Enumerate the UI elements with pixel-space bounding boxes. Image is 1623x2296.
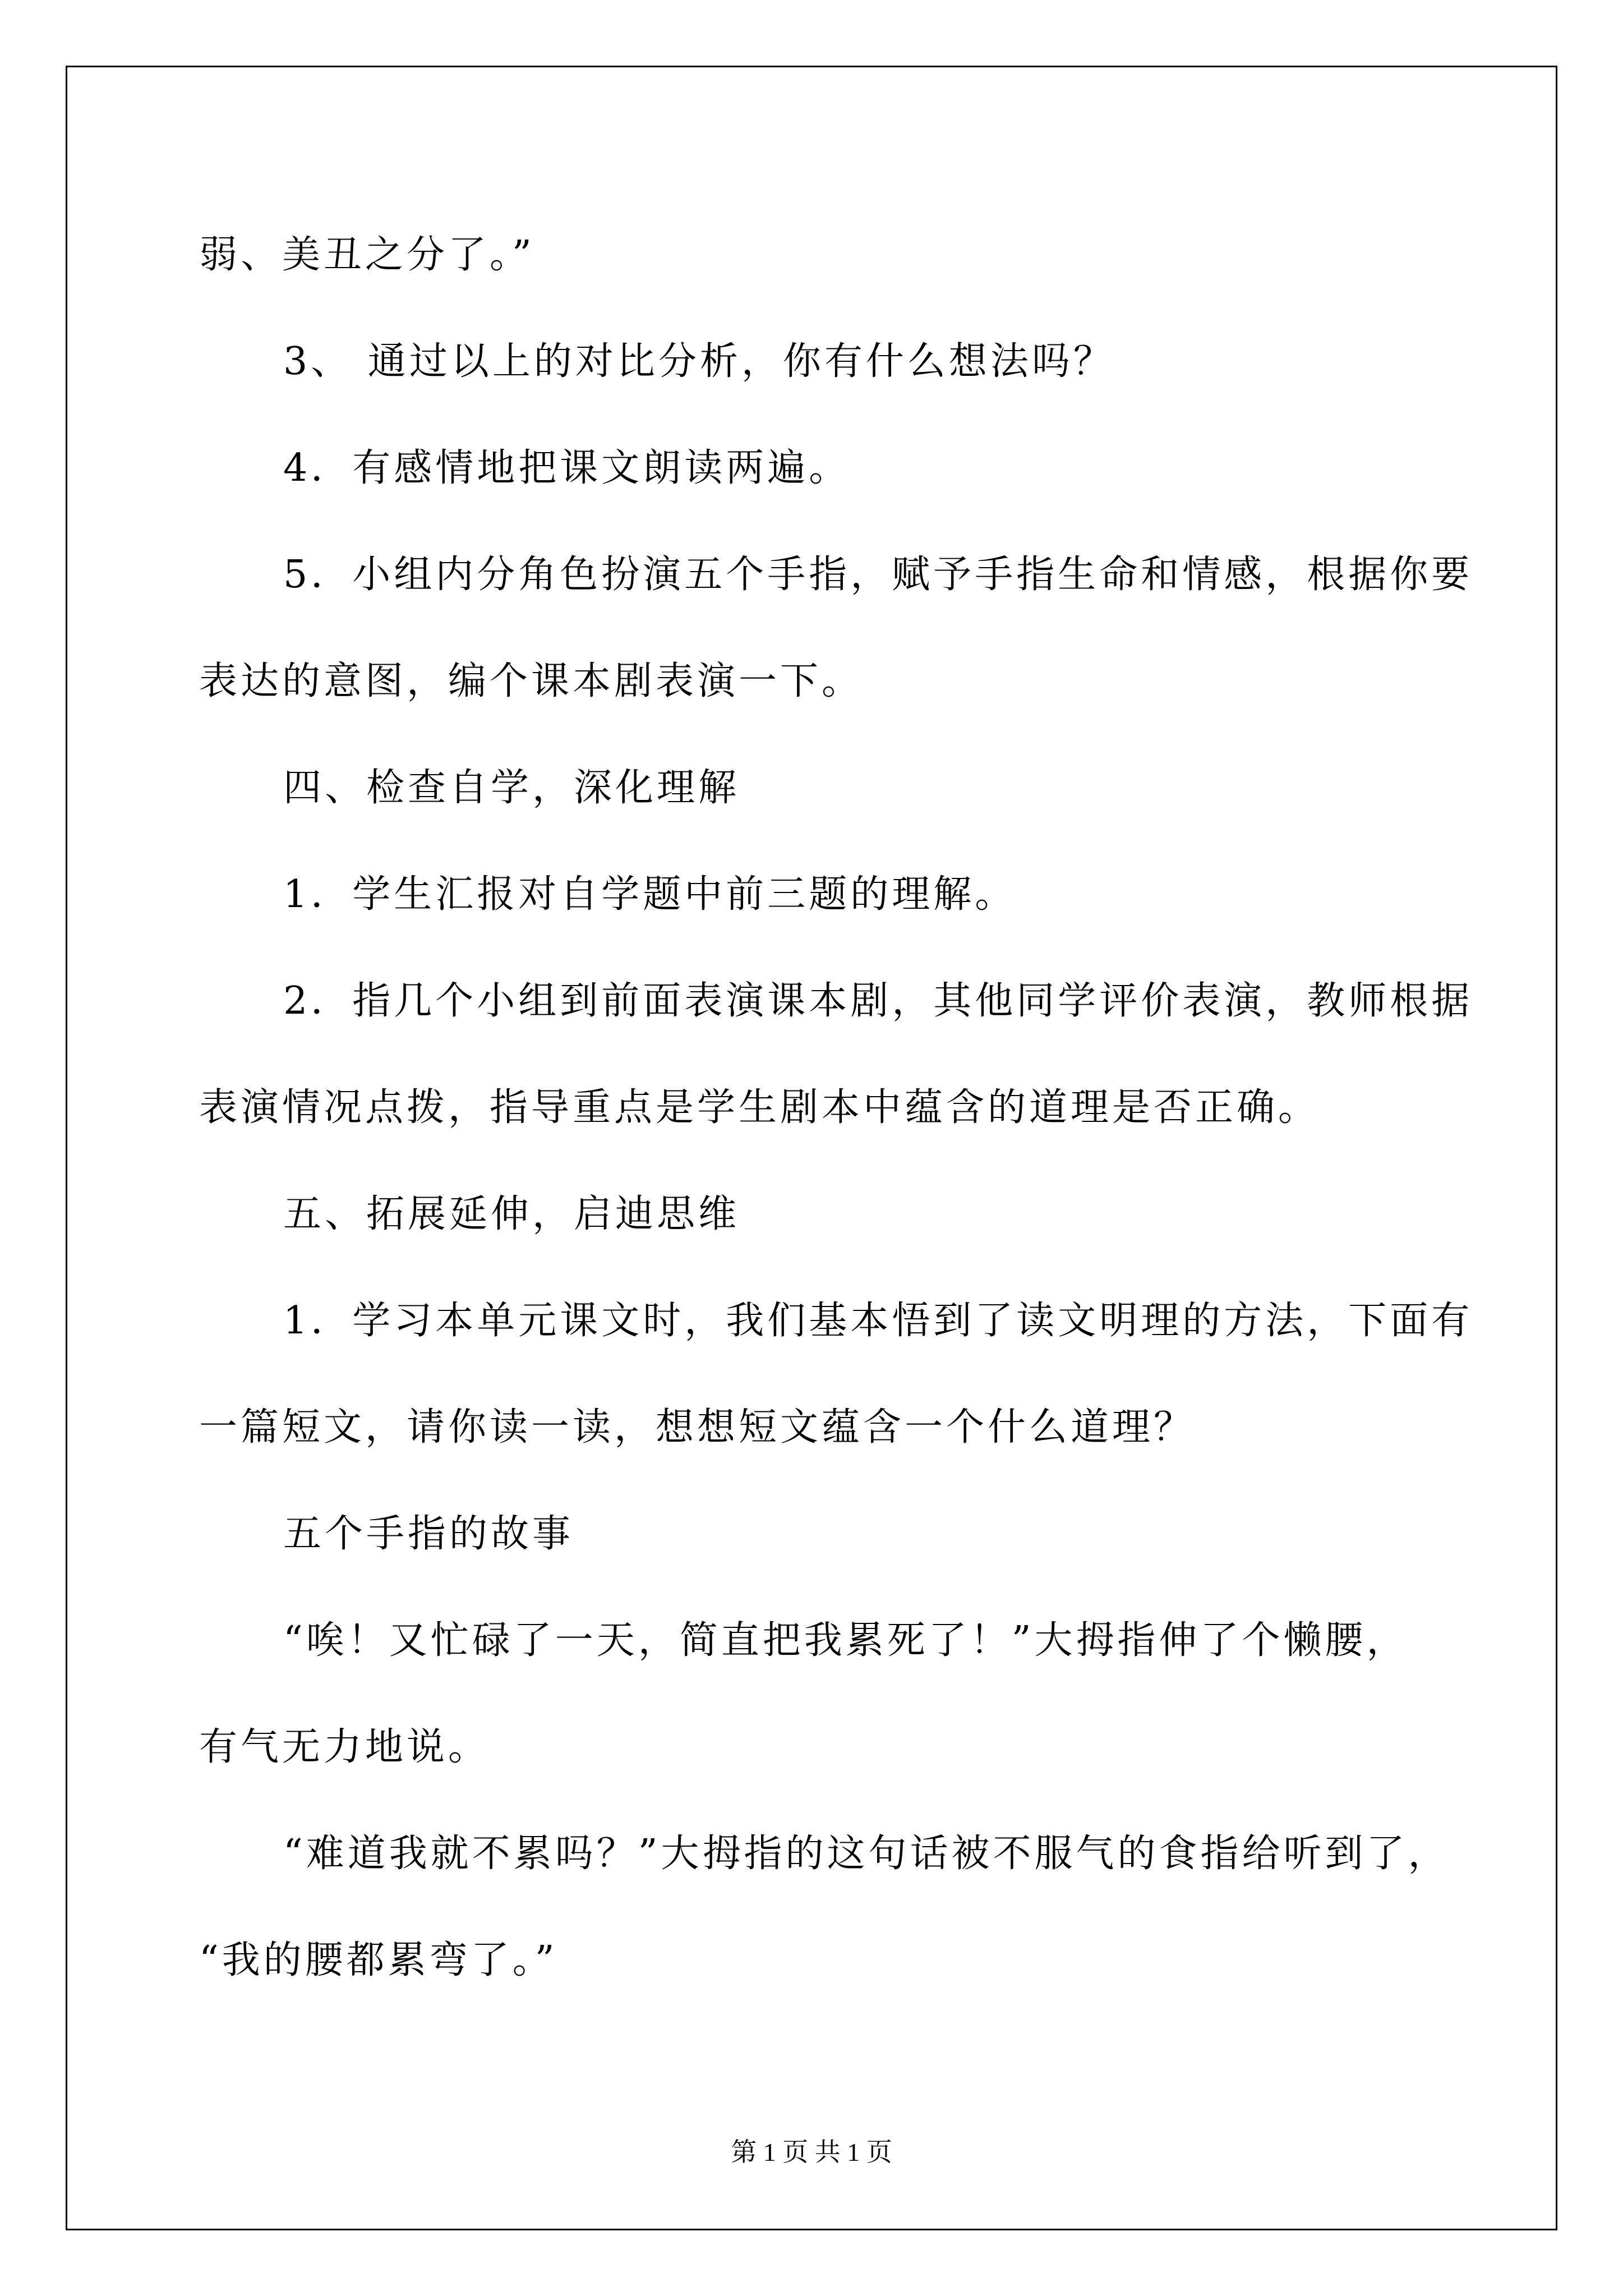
paragraph: 表达的意图，编个课本剧表演一下。: [199, 659, 864, 703]
paragraph: 3、 通过以上的对比分析，你有什么想法吗？: [283, 339, 1115, 384]
page-footer: [0, 2132, 1623, 2169]
paragraph: “唉！又忙碌了一天，简直把我累死了！”大拇指伸了个懒腰，: [283, 1618, 1408, 1663]
page-number-label: 第 1 页 共 1 页: [731, 2138, 892, 2166]
paragraph: 表演情况点拨，指导重点是学生剧本中蕴含的道理是否正确。: [199, 1085, 1320, 1130]
paragraph: 1．学习本单元课文时，我们基本悟到了读文明理的方法，下面有: [283, 1299, 1473, 1343]
paragraph: 1．学生汇报对自学题中前三题的理解。: [283, 872, 1017, 917]
paragraph: 5．小组内分角色扮演五个手指，赋予手指生命和情感，根据你要: [283, 553, 1473, 597]
paragraph: “难道我就不累吗？”大拇指的这句话被不服气的食指给听到了，: [283, 1832, 1450, 1876]
paragraph: 有气无力地说。: [199, 1725, 490, 1769]
section-heading: 五、拓展延伸，启迪思维: [283, 1192, 740, 1236]
section-heading: 四、检查自学，深化理解: [283, 766, 740, 810]
paragraph: 弱、美丑之分了。”: [199, 233, 535, 277]
paragraph: “我的腰都累弯了。”: [199, 1938, 558, 1982]
document-body: [199, 202, 1473, 2014]
paragraph: 2．指几个小组到前面表演课本剧，其他同学评价表演，教师根据: [283, 979, 1473, 1023]
paragraph: 一篇短文，请你读一读，想想短文蕴含一个什么道理？: [199, 1405, 1196, 1450]
story-title: 五个手指的故事: [283, 1512, 574, 1556]
paragraph: 4．有感情地把课文朗读两遍。: [283, 446, 851, 490]
